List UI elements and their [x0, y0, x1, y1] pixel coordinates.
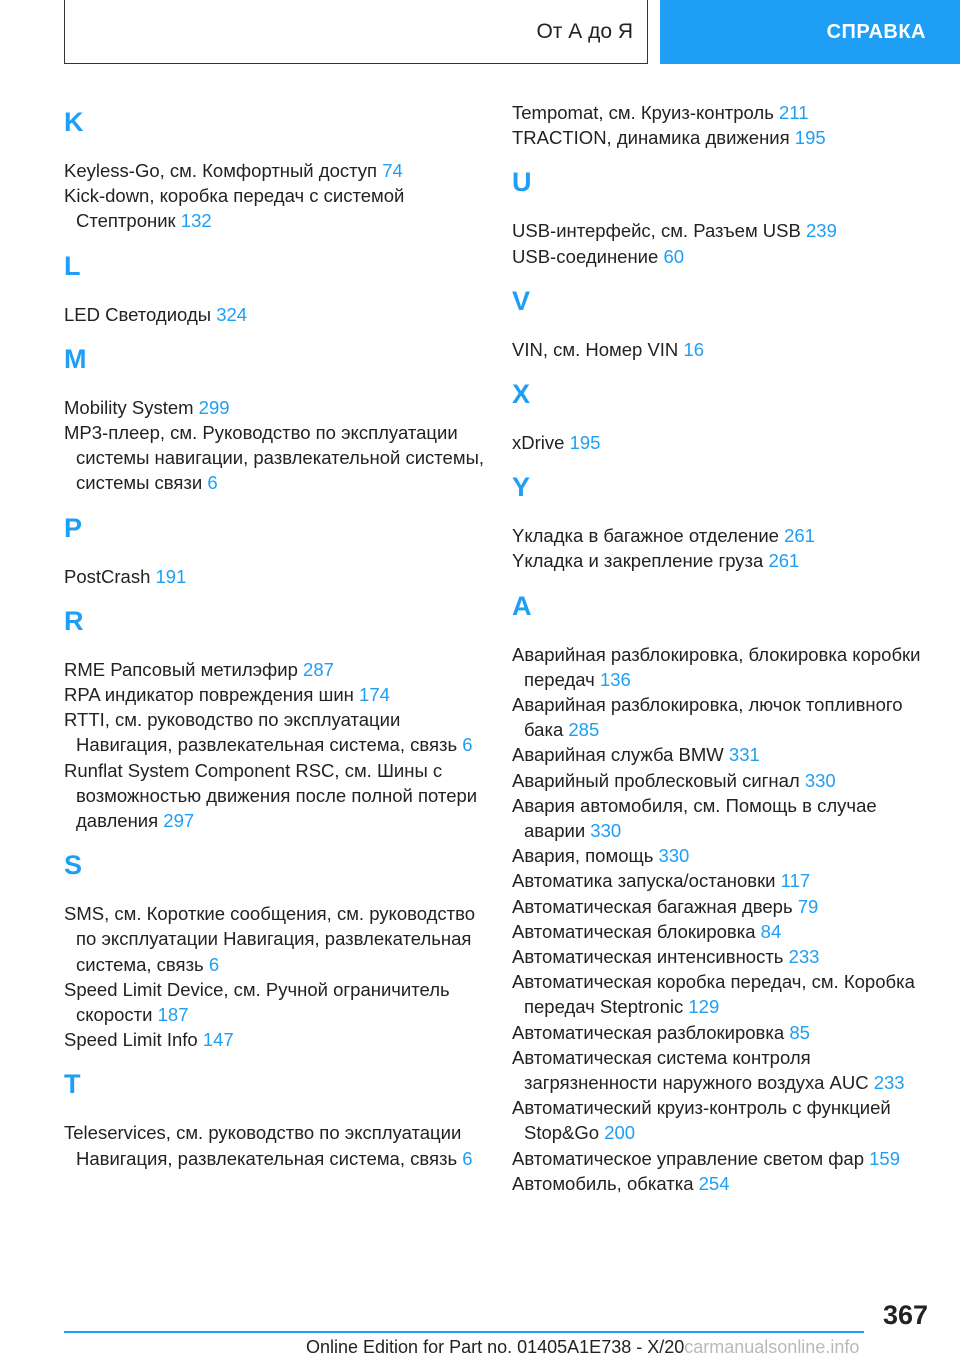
index-entry — [64, 183, 484, 233]
index-entry — [512, 919, 932, 944]
edition-text: Online Edition for Part no. 01405A1E738 - X/20 — [306, 1337, 685, 1357]
index-entry-text: Аварийный проблесковый сигнал — [512, 769, 800, 791]
index-entry — [512, 868, 932, 893]
index-page-link[interactable]: 330 — [804, 769, 836, 791]
index-letter-heading: R — [64, 605, 84, 636]
index-entry-text: Аварийная служба BMW — [512, 744, 724, 766]
index-entry-text: Speed Limit Info — [64, 1029, 198, 1051]
index-letter-heading: А — [512, 590, 532, 621]
section-tab-label: СПРАВКА — [826, 20, 926, 43]
index-entry-text: Kick-down, коробка передач с системой Стептроник — [64, 185, 405, 232]
index-entry-text: TRACTION, динамика движения — [512, 127, 790, 149]
index-letter-heading: L — [64, 250, 81, 281]
index-entry — [512, 337, 932, 362]
index-entry-text: MP3-плеер, см. Руководство по эксплуатации системы навигации, развлекательной системы, системы связи — [64, 422, 485, 494]
index-entry-text: SMS, см. Короткие сообщения, см. руководство по эксплуатации Навигация, развлекательная система, связь — [64, 903, 476, 975]
index-entry — [512, 793, 932, 843]
index-letter-heading: Y — [512, 472, 531, 503]
index-entry — [512, 218, 932, 243]
index-entry — [64, 657, 484, 682]
index-page-link[interactable]: 85 — [789, 1021, 810, 1043]
footer-divider — [64, 1331, 864, 1333]
index-entry-text: Runflat System Component RSC, см. Шины с возможностью движения после полной потери давления — [64, 759, 478, 832]
section-tab-active[interactable] — [660, 0, 960, 64]
index-entry — [512, 100, 932, 125]
index-page-link[interactable]: 200 — [604, 1122, 636, 1144]
index-entry-text: Tempomat, см. Круиз-контроль — [512, 102, 774, 123]
index-page-link[interactable]: 16 — [683, 338, 705, 360]
footer-edition — [306, 1337, 859, 1358]
index-page-link[interactable]: 233 — [788, 946, 820, 968]
index-letter-heading: U — [512, 167, 532, 198]
index-entry — [64, 395, 484, 420]
index-entry — [64, 977, 484, 1027]
index-page-link[interactable]: 287 — [303, 658, 334, 680]
index-page-link[interactable]: 136 — [599, 668, 631, 690]
index-entry-text: Авария автомобиля, см. Помощь в случае аварии — [512, 794, 877, 842]
index-page-link[interactable]: 174 — [359, 684, 390, 706]
index-entry — [512, 1095, 932, 1145]
index-entry — [512, 894, 932, 919]
chapter-tab[interactable] — [64, 0, 648, 64]
index-entry — [512, 1020, 932, 1045]
index-entry-text: Автомобиль, обкатка — [512, 1172, 694, 1194]
index-page-link[interactable]: 254 — [698, 1172, 730, 1194]
index-page-link[interactable]: 191 — [155, 565, 187, 587]
index-entry — [512, 430, 932, 455]
index-entry — [64, 564, 484, 589]
index-page-link[interactable]: 233 — [873, 1072, 905, 1094]
index-entry — [512, 843, 932, 868]
index-entry-text: Аварийная разблокировка, лючок топливного бака — [512, 694, 903, 741]
index-entry — [512, 768, 932, 793]
index-letter-heading: K — [64, 107, 84, 137]
index-page-link[interactable]: 132 — [180, 210, 212, 232]
index-entry-text: Аварийная разблокировка, блокировка коробки передач — [512, 643, 921, 690]
index-entry — [512, 692, 932, 742]
index-page-link[interactable]: 117 — [780, 870, 811, 892]
index-entry — [64, 758, 484, 834]
index-column-right — [512, 100, 932, 1196]
index-entry — [512, 1171, 932, 1196]
index-entry-text: Автоматическая разблокировка — [512, 1021, 785, 1043]
index-page-link[interactable]: 84 — [760, 920, 782, 942]
index-entry — [64, 1120, 484, 1170]
index-letter-heading: T — [64, 1069, 81, 1100]
index-entry — [512, 548, 932, 573]
index-letter-heading: S — [64, 850, 83, 881]
index-entry — [512, 1146, 932, 1171]
index-entry — [512, 523, 932, 548]
index-page-link[interactable]: 79 — [797, 895, 819, 917]
index-entry — [64, 302, 484, 327]
index-entry-text: RME Рапсовый метилэфир — [64, 658, 298, 680]
index-entry — [512, 742, 932, 767]
watermark-text: carmanualsonline.info — [684, 1337, 860, 1357]
index-entry-text: Автоматический круиз-контроль с функцией Stop&Go — [512, 1097, 891, 1144]
index-entry — [64, 158, 484, 183]
index-page-link[interactable]: 285 — [568, 719, 600, 741]
index-entry-text: Yкладка в багажное отделение — [512, 525, 779, 547]
index-entry-text: PostCrash — [64, 565, 151, 587]
chapter-tab-label: От А до Я — [536, 19, 633, 43]
index-entry — [512, 642, 932, 692]
index-entry-text: LED Светодиоды — [64, 303, 212, 325]
index-page-link[interactable]: 6 — [462, 1147, 473, 1169]
index-page-link[interactable]: 330 — [658, 845, 690, 867]
index-page-link[interactable]: 195 — [569, 432, 601, 454]
index-page-link[interactable]: 147 — [202, 1029, 234, 1051]
index-page-link[interactable]: 159 — [869, 1147, 901, 1169]
index-entry-text: USB-соединение — [512, 245, 659, 267]
index-page-link[interactable]: 331 — [728, 744, 760, 766]
index-page-link[interactable]: 195 — [794, 127, 826, 149]
index-entry — [64, 707, 484, 757]
index-page-link[interactable]: 324 — [216, 303, 248, 325]
index-entry-text: RPA индикатор повреждения шин — [64, 684, 354, 706]
index-entry-text: Автоматическая система контроля загрязненности наружного воздуха AUC — [512, 1046, 869, 1094]
index-entry-text: Teleservices, см. руководство по эксплуатации Навигация, развлекательная система, связь — [64, 1122, 462, 1169]
index-entry-text: Yкладка и закрепление груза — [512, 550, 764, 572]
index-entry — [512, 944, 932, 969]
index-page-link[interactable]: 330 — [590, 820, 622, 842]
index-page-link[interactable]: 297 — [163, 810, 195, 832]
index-entry-text: VIN, см. Номер VIN — [512, 338, 679, 360]
index-entry-text: RTTI, см. руководство по эксплуатации Навигация, развлекательная система, связь — [64, 709, 458, 756]
index-entry-text: Автоматическая багажная дверь — [512, 895, 793, 917]
index-page-link[interactable]: 239 — [806, 220, 837, 242]
index-entry — [64, 1027, 484, 1052]
index-page-link[interactable]: 261 — [768, 550, 800, 572]
index-page-link[interactable]: 187 — [157, 1004, 189, 1026]
index-page-link[interactable]: 60 — [663, 245, 685, 267]
index-entry-text: Speed Limit Device, см. Ручной ограничитель скорости — [64, 978, 450, 1026]
index-entry-text: Автоматическая блокировка — [512, 920, 756, 942]
index-page-link[interactable]: 6 — [462, 734, 473, 756]
index-entry-text: Автоматическая интенсивность — [512, 946, 784, 968]
index-letter-heading: V — [512, 285, 531, 316]
page-number: 367 — [882, 1300, 928, 1330]
index-entry-text: Автоматика запуска/остановки — [512, 870, 776, 892]
index-letter-heading: X — [512, 379, 531, 410]
index-page-link[interactable]: 299 — [198, 396, 230, 418]
index-page-link[interactable]: 211 — [779, 102, 809, 123]
index-entry-text: Автоматическое управление светом фар — [512, 1147, 864, 1169]
index-entry — [64, 682, 484, 707]
index-letter-heading: M — [64, 343, 87, 374]
index-entry-text: Mobility System — [64, 396, 194, 418]
index-entry-text: Автоматическая коробка передач, см. Коробка передач Steptronic — [512, 971, 915, 1018]
index-entry-text: Авария, помощь — [512, 845, 654, 867]
index-entry — [64, 901, 484, 977]
index-entry — [512, 1045, 932, 1095]
index-page-link[interactable]: 129 — [688, 996, 720, 1018]
index-entry — [64, 420, 484, 496]
index-page-link[interactable]: 261 — [784, 525, 815, 547]
index-page-link[interactable]: 6 — [207, 472, 218, 494]
index-column-left — [64, 100, 484, 1171]
index-entry — [512, 969, 932, 1019]
index-entry-text: USB-интерфейс, см. Разъем USB — [512, 220, 801, 242]
index-entry — [512, 125, 932, 150]
index-entry — [512, 244, 932, 269]
index-entry-text: xDrive — [512, 432, 565, 454]
index-page-link[interactable]: 74 — [382, 160, 403, 181]
index-page-link[interactable]: 6 — [208, 953, 220, 975]
index-entry-text: Keyless-Go, см. Комфортный доступ — [64, 160, 378, 181]
index-letter-heading: P — [64, 512, 83, 543]
